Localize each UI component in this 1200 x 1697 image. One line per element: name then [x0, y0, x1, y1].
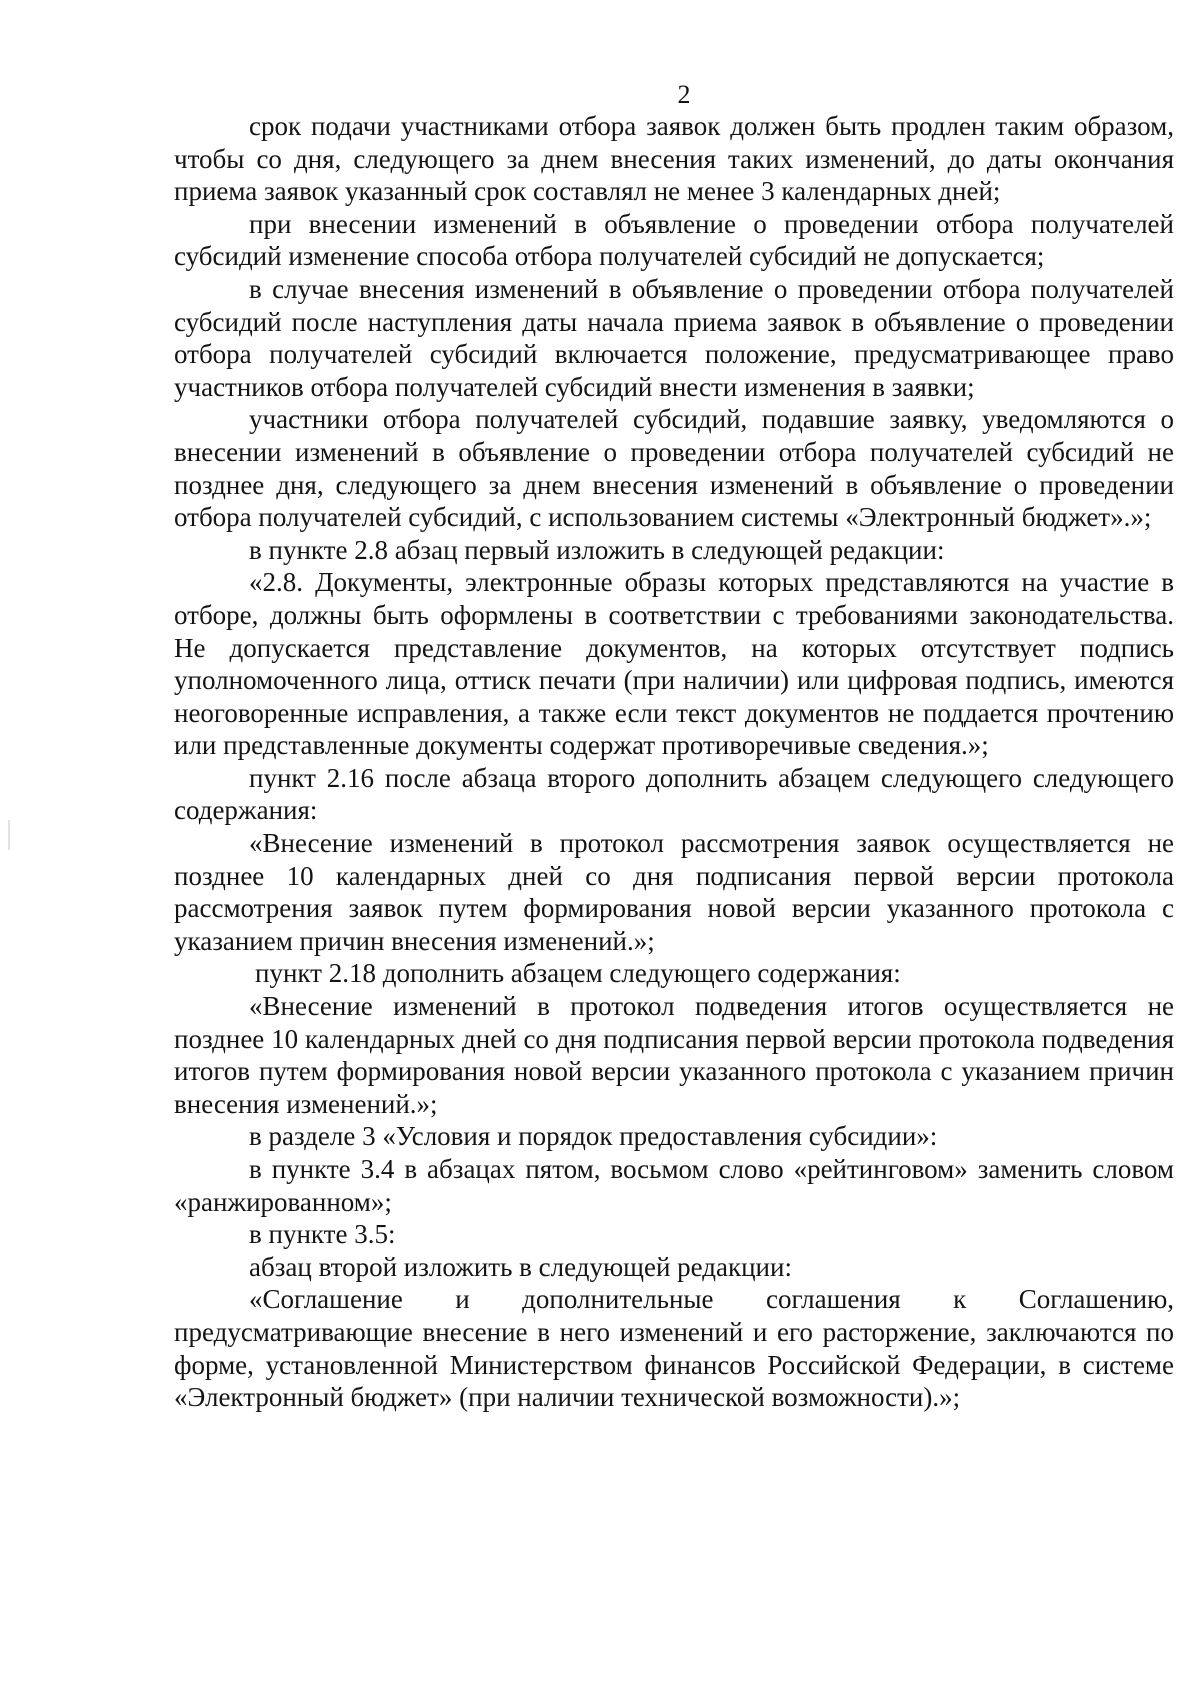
paragraph: «Внесение изменений в протокол рассмотрения заявок осуществляется не позднее 10 календарных дней со дня подписания первой версии протокола рассмотрения заявок путем формирования новой версии указанного протокола с указанием причин внесения изменений.»;: [174, 828, 1174, 956]
paragraph: пункт 2.18 дополнить абзацем следующего содержания:: [255, 958, 901, 989]
paragraph: абзац второй изложить в следующей редакции:: [249, 1251, 792, 1282]
scan-artifact: [8, 820, 10, 850]
page-number: 2: [677, 80, 691, 109]
paragraph: пункт 2.16 после абзаца второго дополнить абзацем следующего следующего содержания:: [174, 762, 1174, 826]
paragraph: «Соглашение и дополнительные соглашения к Соглашению, предусматривающие внесение в него изменений и его расторжение, заключаются по форме, установленной Министерством финансов Российской Федерации, в системе «Электронный бюджет» (при наличии технической возможности).»;: [174, 1284, 1174, 1413]
paragraph: в пункте 3.5:: [249, 1219, 396, 1250]
paragraph: «Внесение изменений в протокол подведения итогов осуществляется не позднее 10 календарных дней со дня подписания первой версии протокола подведения итогов путем формирования новой версии указанного протокола с указанием причин внесения изменений.»;: [174, 991, 1174, 1119]
paragraph: «2.8. Документы, электронные образы которых представляются на участие в отборе, должны быть оформлены в соответствии с требованиями законодательства. Не допускается представление документов, на которых отсутствует подпись уполномоченного лица, оттиск печати (при наличии) или цифровая подпись, имеются неоговоренные исправления, а также если текст документов не поддается прочтению или представленные документы содержат противоречивые сведения.»;: [174, 567, 1174, 761]
paragraph: при внесении изменений в объявление о проведении отбора получателей субсидий изменение способа отбора получателей субсидий не допускается;: [174, 208, 1174, 272]
paragraph: в пункте 3.4 в абзацах пятом, восьмом слово «рейтинговом» заменить словом «ранжированном»;: [174, 1154, 1174, 1217]
paragraph: срок подачи участниками отбора заявок должен быть продлен таким образом, чтобы со дня, следующего за днем внесения таких изменений, до даты окончания приема заявок указанный срок составлял не менее 3 календарных дней;: [174, 111, 1174, 207]
paragraph: в пункте 2.8 абзац первый изложить в следующей редакции:: [249, 534, 945, 565]
document-body: [174, 110, 1174, 1414]
paragraph: в случае внесения изменений в объявление о проведении отбора получателей субсидий после наступления даты начала приема заявок в объявление о проведении отбора получателей субсидий включается положение, предусматривающее право участников отбора получателей субсидий внести изменения в заявки;: [174, 273, 1174, 402]
paragraph: в разделе 3 «Условия и порядок предоставления субсидии»:: [249, 1121, 938, 1152]
paragraph: участники отбора получателей субсидий, подавшие заявку, уведомляются о внесении изменений в объявление о проведении отбора получателей субсидий не позднее дня, следующего за днем внесения изменений в объявление о проведении отбора получателей субсидий, с использованием системы «Электронный бюджет».»;: [174, 404, 1174, 533]
